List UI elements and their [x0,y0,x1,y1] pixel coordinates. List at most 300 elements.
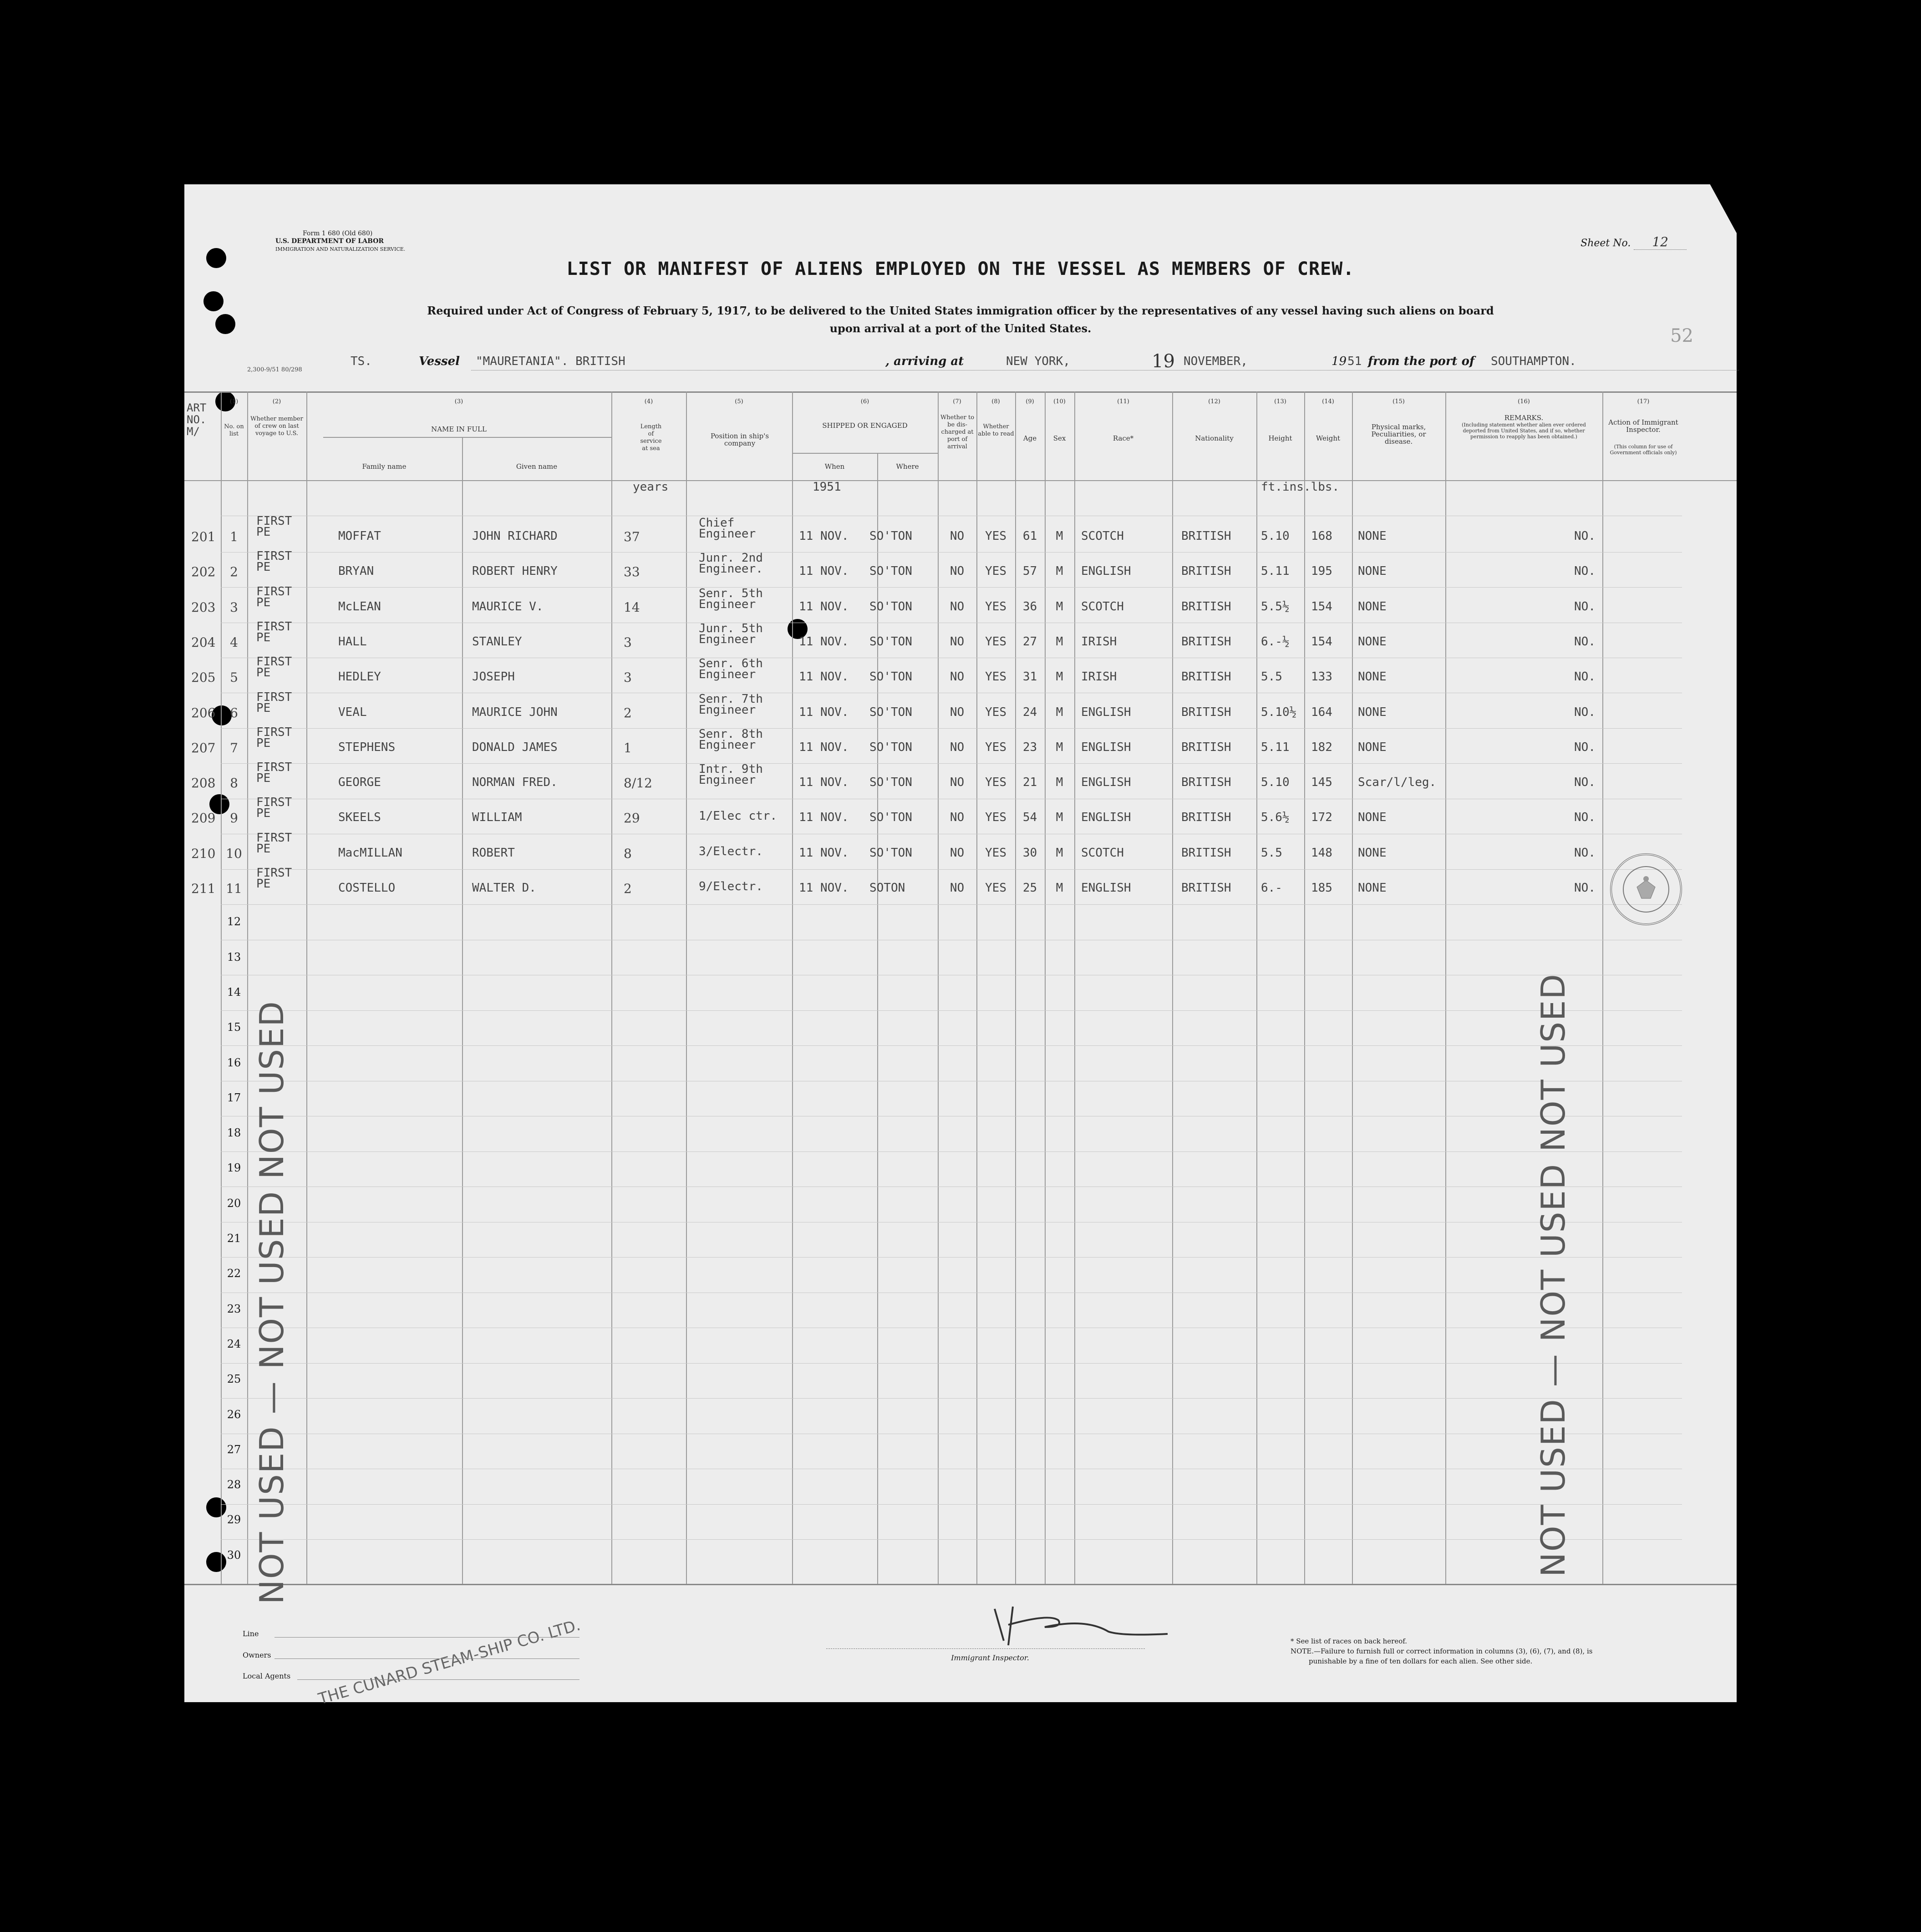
header-name-in-full: NAME IN FULL [431,425,487,433]
cell-nationality: BRITISH [1181,846,1231,860]
cell-nationality: BRITISH [1181,634,1231,649]
cell-age: 31 [1022,670,1037,684]
cell-age: 25 [1022,881,1037,895]
vessel-line [351,351,1739,373]
cell-able-to-read: YES [985,634,1006,649]
cell-sex: M [1056,634,1063,649]
empty-row-number: 20 [227,1197,241,1210]
unit-years: years [633,480,669,494]
cell-height: 5.6½ [1261,811,1290,825]
subtitle-line-2: upon arrival at a port of the United States. [829,322,1092,335]
cell-shipped-where: SO'TON [869,670,912,684]
empty-row-number: 15 [227,1021,241,1034]
footer-line-label: Line [243,1629,259,1638]
inspector-signature [976,1600,1186,1650]
header-num: (15) [1392,398,1405,405]
cell-remarks: NO. [1574,670,1596,684]
cell-physical-marks: NONE [1358,634,1387,649]
cell-able-to-read: YES [985,564,1006,578]
cell-position: Junr. 5th [699,621,763,635]
cell-list-number: 8 [230,776,238,791]
cell-list-number: 7 [230,740,238,756]
header-num: (16) [1518,398,1530,405]
cell-art-number: 207 [191,740,216,756]
empty-row-number: 21 [227,1232,241,1245]
cell-list-number: 10 [226,846,242,861]
cell-service-length: 1 [624,740,632,756]
cell-shipped-date: 11 NOV. [799,811,849,825]
cell-remarks: NO. [1574,846,1596,860]
cell-shipped-date: 11 NOV. [799,740,849,754]
header-sex: Sex [1053,434,1066,442]
header-remarks: REMARKS. [1504,414,1544,422]
cell-art-number: 205 [191,670,216,685]
cell-age: 36 [1022,599,1037,614]
cell-weight: 195 [1311,564,1332,578]
cell-shipped-date: 11 NOV. [799,846,849,860]
footer-agents [243,1672,579,1680]
table-row [184,867,1737,903]
arrival-port: NEW YORK, [1006,355,1070,368]
subtitle-line-1: Required under Act of Congress of February 5, 1917, to be delivered to the United States immigration officer by the representatives of any vessel having such aliens on board [427,304,1494,317]
cell-race: IRISH [1081,634,1117,649]
table-row [184,551,1737,586]
note-line-2: punishable by a fine of ten dollars for each alien. See other side. [1309,1657,1533,1665]
cell-remarks: NO. [1574,634,1596,649]
year-prefix: 19 [1331,355,1347,368]
arriving-label: , arriving at [885,355,964,368]
cell-list-number: 3 [230,599,238,615]
cell-age: 23 [1022,740,1037,754]
cell-previous-voyage: FIRST PE [256,619,292,644]
cell-position-line-2: Engineer [699,703,756,717]
cell-to-be-discharged: NO [950,599,965,614]
cell-family-name: GEORGE [338,776,381,790]
empty-row-number: 29 [227,1513,241,1526]
cell-service-length: 8/12 [624,776,652,791]
cell-weight: 168 [1311,529,1332,543]
table-row [184,832,1737,867]
cell-remarks: NO. [1574,881,1596,895]
cell-sex: M [1056,529,1063,543]
arrival-month: NOVEMBER, [1184,355,1248,368]
cell-position: Intr. 9th [699,762,763,776]
cell-shipped-where: SO'TON [869,599,912,614]
empty-row-number: 17 [227,1091,241,1104]
cell-shipped-date: 11 NOV. [799,529,849,543]
corner-mark: 52 [1670,325,1693,346]
cell-given-name: STANLEY [472,634,522,649]
cell-given-name: WALTER D. [472,881,536,895]
footer-line [243,1629,579,1638]
cell-shipped-where: SO'TON [869,705,912,719]
cell-position: Junr. 2nd [699,551,763,565]
cell-shipped-date: 11 NOV. [799,564,849,578]
manifest-subtitle [221,304,1700,335]
print-code: 2,300-9/51 80/298 [247,366,302,373]
arrival-day: 19 [1152,351,1175,372]
empty-row-number: 26 [227,1408,241,1421]
header-num: (3) [454,398,463,405]
grid-header-bottom [184,480,1737,481]
cell-race: ENGLISH [1081,705,1131,719]
cell-age: 61 [1022,529,1037,543]
cell-given-name: JOHN RICHARD [472,529,558,543]
cell-remarks: NO. [1574,740,1596,754]
cell-able-to-read: YES [985,776,1006,790]
header-given-name: Given name [516,462,558,471]
empty-row-number: 12 [227,915,241,928]
cell-age: 30 [1022,846,1037,860]
table-row [184,797,1737,832]
cell-shipped-date: 11 NOV. [799,776,849,790]
cell-family-name: McLEAN [338,599,381,614]
cell-art-number: 203 [191,599,216,615]
cell-height: 5.5 [1261,670,1282,684]
cell-shipped-where: SO'TON [869,846,912,860]
inspector-label: Immigrant Inspector. [951,1653,1029,1662]
cell-sex: M [1056,776,1063,790]
cell-previous-voyage: FIRST PE [256,761,292,786]
cell-sex: M [1056,811,1063,825]
cell-nationality: BRITISH [1181,670,1231,684]
cunard-stamp: THE CUNARD STEAM-SHIP CO. LTD. [316,1616,583,1709]
cell-family-name: BRYAN [338,564,374,578]
cell-able-to-read: YES [985,705,1006,719]
cell-service-length: 37 [624,529,640,544]
cell-list-number: 1 [230,529,238,544]
cell-nationality: BRITISH [1181,705,1231,719]
header-remarks-detail: (Including statement whether alien ever ordered deported from United States, and if so, whether permission to reapply has been obtained.) [1462,422,1586,440]
header-where: Where [896,462,919,471]
cell-weight: 182 [1311,740,1332,754]
cell-nationality: BRITISH [1181,811,1231,825]
cell-nationality: BRITISH [1181,599,1231,614]
cell-race: IRISH [1081,670,1117,684]
cell-art-number: 209 [191,811,216,826]
table-row [184,656,1737,691]
cell-art-number: 204 [191,634,216,650]
cell-previous-voyage: FIRST PE [256,866,292,891]
header-inspector-note: (This column for use of Government officials only) [1610,444,1677,456]
header-num: (13) [1274,398,1286,405]
cell-height: 6.-½ [1261,634,1290,649]
cell-age: 57 [1022,564,1037,578]
cell-race: ENGLISH [1081,740,1131,754]
header-num: (5) [735,398,743,405]
cell-weight: 172 [1311,811,1332,825]
manifest-title: LIST OR MANIFEST OF ALIENS EMPLOYED ON THE VESSEL AS MEMBERS OF CREW. [566,259,1355,279]
cell-able-to-read: YES [985,529,1006,543]
footer-owners [243,1651,579,1659]
cell-to-be-discharged: NO [950,564,965,578]
manifest-sheet [184,184,1737,1709]
cell-service-length: 8 [624,846,632,861]
cell-sex: M [1056,670,1063,684]
cell-shipped-date: 11 NOV. [799,670,849,684]
cell-physical-marks: NONE [1358,846,1387,860]
cell-art-number: 211 [191,881,216,896]
cell-race: ENGLISH [1081,811,1131,825]
grid-bottom [184,1584,1737,1585]
header-able-to-read: Whether able to read [978,423,1014,437]
cell-sex: M [1056,846,1063,860]
cell-remarks: NO. [1574,599,1596,614]
cell-race: SCOTCH [1081,529,1124,543]
header-shipped: SHIPPED OR ENGAGED [822,421,908,430]
vessel-name: "MAURETANIA". BRITISH [476,355,625,368]
empty-row-number: 14 [227,985,241,999]
header-position: Position in ship's company [710,432,769,447]
service-name: IMMIGRATION AND NATURALIZATION SERVICE. [275,246,406,252]
cell-race: ENGLISH [1081,881,1131,895]
cell-weight: 148 [1311,846,1332,860]
cell-physical-marks: Scar/l/leg. [1358,776,1437,790]
empty-row-number: 24 [227,1337,241,1350]
cell-shipped-where: SO'TON [869,811,912,825]
cell-height: 5.5½ [1261,599,1290,614]
cell-art-number: 202 [191,564,216,580]
cell-age: 54 [1022,811,1037,825]
cell-physical-marks: NONE [1358,881,1387,895]
empty-row-number: 22 [227,1267,241,1280]
cell-to-be-discharged: NO [950,634,965,649]
table-row [184,621,1737,656]
cell-physical-marks: NONE [1358,599,1387,614]
cell-position: Senr. 5th [699,586,763,600]
header-inspector-action: Action of Immigrant Inspector. [1608,418,1678,434]
cell-family-name: MacMILLAN [338,846,402,860]
cell-sex: M [1056,705,1063,719]
cell-previous-voyage: FIRST PE [256,584,292,609]
cell-list-number: 4 [230,634,238,650]
header-num: (4) [644,398,653,405]
cell-position: Chief [699,516,735,530]
cell-sex: M [1056,564,1063,578]
header-num: (14) [1322,398,1334,405]
footer-agents-label: Local Agents [243,1672,291,1680]
cell-shipped-date: 11 NOV. [799,881,849,895]
cell-given-name: WILLIAM [472,811,522,825]
empty-row-number: 30 [227,1548,241,1562]
cell-given-name: ROBERT [472,846,515,860]
cell-age: 24 [1022,705,1037,719]
cell-previous-voyage: FIRST PE [256,831,292,856]
not-used-stamp-left: NOT USED — NOT USED NOT USED [253,1000,291,1604]
departure-port: SOUTHAMPTON. [1491,355,1576,368]
cell-list-number: 9 [230,811,238,826]
empty-row-number: 16 [227,1056,241,1069]
cell-weight: 185 [1311,881,1332,895]
cell-previous-voyage: FIRST PE [256,549,292,574]
cell-height: 5.10 [1261,776,1290,790]
header-weight: Weight [1316,434,1341,442]
footer-notes [1291,1636,1709,1666]
table-row [184,727,1737,762]
cell-physical-marks: NONE [1358,740,1387,754]
cell-sex: M [1056,881,1063,895]
header-discharged: Whether to be dis-charged at port of arrival [940,414,975,450]
note-races: * See list of races on back hereof. [1291,1637,1408,1645]
cell-race: ENGLISH [1081,776,1131,790]
cell-age: 27 [1022,634,1037,649]
cell-to-be-discharged: NO [950,740,965,754]
cell-sex: M [1056,740,1063,754]
empty-row-number: 27 [227,1443,241,1456]
cell-physical-marks: NONE [1358,670,1387,684]
cell-shipped-where: SO'TON [869,634,912,649]
cell-height: 5.11 [1261,564,1290,578]
header-art-no: ART NO. M/ [187,401,207,438]
empty-row-number: 13 [227,950,241,963]
cell-to-be-discharged: NO [950,776,965,790]
cell-shipped-date: 11 NOV. [799,599,849,614]
cell-remarks: NO. [1574,811,1596,825]
cell-previous-voyage: FIRST PE [256,796,292,821]
cell-remarks: NO. [1574,529,1596,543]
cell-remarks: NO. [1574,705,1596,719]
cell-to-be-discharged: NO [950,670,965,684]
cell-position: 1/Elec ctr. [699,809,778,823]
cell-weight: 154 [1311,599,1332,614]
sheet-number-label: Sheet No. [1581,238,1631,249]
cell-age: 21 [1022,776,1037,790]
empty-row-number: 28 [227,1478,241,1491]
cell-remarks: NO. [1574,776,1596,790]
cell-nationality: BRITISH [1181,776,1231,790]
header-service-length: Length of service at sea [640,423,662,452]
cell-physical-marks: NONE [1358,811,1387,825]
cell-previous-voyage: FIRST PE [256,655,292,680]
cell-weight: 145 [1311,776,1332,790]
note-line-1: NOTE.—Failure to furnish full or correct information in columns (3), (6), (7), and (8), is [1291,1647,1593,1655]
cell-height: 5.10½ [1261,705,1297,719]
vessel-label: Vessel [419,355,460,368]
cell-weight: 133 [1311,670,1332,684]
header-nationality: Nationality [1195,434,1234,442]
empty-row-number: 25 [227,1373,241,1386]
header-race: Race* [1113,434,1134,442]
sheet-number-block [1581,234,1687,249]
header-physical-marks: Physical marks, Peculiarities, or disease. [1371,423,1426,446]
header-num: (2) [272,398,281,405]
cell-weight: 154 [1311,634,1332,649]
cell-previous-voyage: FIRST PE [256,690,292,715]
cell-sex: M [1056,599,1063,614]
cell-family-name: VEAL [338,705,367,719]
cell-given-name: ROBERT HENRY [472,564,558,578]
cell-position: Senr. 6th [699,657,763,671]
header-height: Height [1268,434,1292,442]
port-label: from the port of [1368,355,1475,368]
header-prev-voyage: Whether member of crew on last voyage to U.S. [250,416,303,437]
table-row [184,516,1737,551]
header-no-on-list: No. on list [224,423,244,437]
cell-race: SCOTCH [1081,846,1124,860]
table-row [184,586,1737,621]
empty-row-number: 19 [227,1161,241,1175]
cell-family-name: HALL [338,634,367,649]
cell-position: 9/Electr. [699,880,763,893]
cell-given-name: NORMAN FRED. [472,776,558,790]
cell-shipped-where: SO'TON [869,529,912,543]
cell-nationality: BRITISH [1181,881,1231,895]
cell-service-length: 14 [624,599,640,615]
cell-position-line-2: Engineer [699,738,756,752]
eagle-seal-icon [1612,855,1680,923]
cell-service-length: 2 [624,705,632,720]
cell-nationality: BRITISH [1181,564,1231,578]
consulate-seal [1610,853,1682,925]
cell-to-be-discharged: NO [950,529,965,543]
cell-height: 5.10 [1261,529,1290,543]
cell-shipped-where: SO'TON [869,776,912,790]
header-age: Age [1023,434,1037,442]
cell-service-length: 2 [624,881,632,896]
not-used-stamp-right: NOT USED — NOT USED NOT USED [1534,973,1572,1577]
cell-shipped-where: SO'TON [869,740,912,754]
header-num: (9) [1026,398,1034,405]
header-num: (17) [1637,398,1650,405]
cell-position-line-2: Engineer. [699,562,763,576]
cell-race: ENGLISH [1081,564,1131,578]
header-when: When [824,462,845,471]
cell-list-number: 11 [226,881,242,896]
cell-art-number: 206 [191,705,216,720]
unit-height-weight: ft.ins.lbs. [1261,480,1340,494]
cell-given-name: MAURICE V. [472,599,544,614]
cell-position: Senr. 8th [699,727,763,741]
cell-list-number: 2 [230,564,238,580]
cell-service-length: 3 [624,670,632,685]
vessel-type: TS. [351,355,372,368]
cell-art-number: 201 [191,529,216,544]
cell-position-line-2: Engineer [699,632,756,646]
cell-position: Senr. 7th [699,692,763,706]
cell-given-name: JOSEPH [472,670,515,684]
sheet-number: 12 [1634,234,1687,250]
cell-list-number: 6 [230,705,238,720]
cell-able-to-read: YES [985,740,1006,754]
grid-top [184,391,1737,393]
department-name: U.S. DEPARTMENT OF LABOR [275,238,384,245]
unit-year-shipped: 1951 [813,480,841,494]
table-row [184,692,1737,727]
header-num: (6) [860,398,869,405]
cell-given-name: MAURICE JOHN [472,705,558,719]
cell-family-name: COSTELLO [338,881,396,895]
cell-remarks: NO. [1574,564,1596,578]
cell-physical-marks: NONE [1358,529,1387,543]
footer-owners-label: Owners [243,1651,271,1659]
cell-given-name: DONALD JAMES [472,740,558,754]
cell-height: 5.5 [1261,846,1282,860]
cell-physical-marks: NONE [1358,564,1387,578]
table-row [184,762,1737,797]
cell-shipped-where: SOTON [869,881,905,895]
cell-shipped-where: SO'TON [869,564,912,578]
cell-able-to-read: YES [985,846,1006,860]
cell-previous-voyage: FIRST PE [256,514,292,539]
cell-to-be-discharged: NO [950,881,965,895]
cell-service-length: 3 [624,634,632,650]
cell-nationality: BRITISH [1181,529,1231,543]
cell-height: 5.11 [1261,740,1290,754]
form-number: Form 1 680 (Old 680) [303,230,373,237]
cell-able-to-read: YES [985,599,1006,614]
header-family-name: Family name [362,462,407,471]
cell-position-line-2: Engineer [699,527,756,541]
